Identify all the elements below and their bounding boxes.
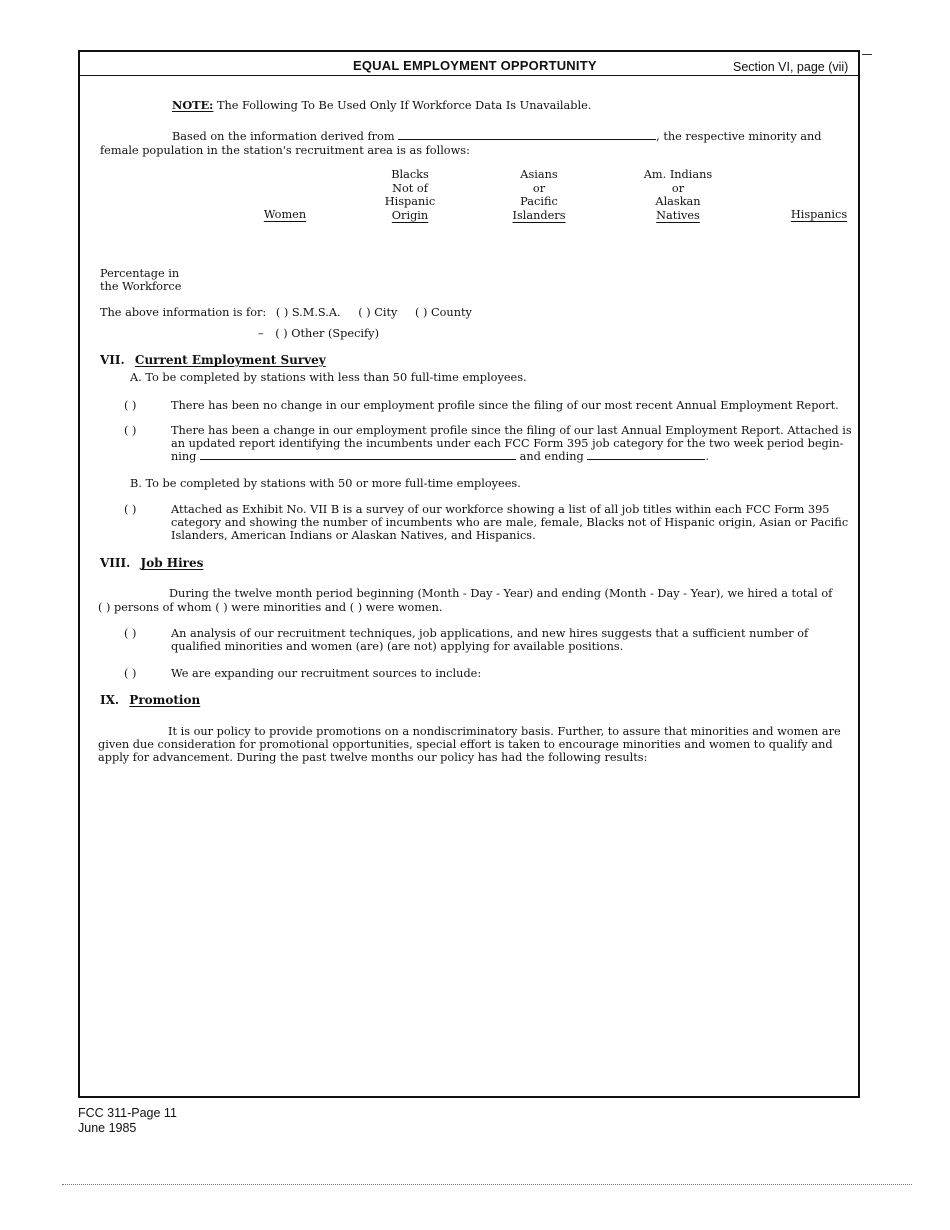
option-change-line (171, 450, 852, 463)
column-line: Hispanic (384, 195, 436, 208)
page-title: EQUAL EMPLOYMENT OPPORTUNITY (353, 58, 597, 73)
job-hires-line-1: During the twelve month period beginning (Month - Day - Year) and ending (Month - Day - Year), we hired a total of (169, 587, 833, 600)
checkbox-expanding[interactable]: ( ) (124, 667, 137, 680)
derived-line-1 (172, 130, 822, 143)
info-for-label: The above information is for: (100, 306, 267, 319)
derived-prefix: Based on the information derived from (172, 130, 395, 143)
scan-dotted-line (62, 1184, 912, 1186)
option-expanding: We are expanding our recruitment sources to include: (171, 667, 482, 680)
option-change-line: an updated report identifying the incumbents under each FCC Form 395 job category for the two week period begin- (171, 437, 844, 450)
column-asians (505, 168, 573, 222)
option-exhibit (171, 503, 848, 542)
note-label: NOTE: (172, 98, 214, 112)
header-divider (80, 75, 858, 76)
page-frame (78, 50, 860, 1098)
section-vii-a: A. To be completed by stations with less than 50 full-time employees. (130, 371, 527, 384)
period: . (705, 450, 709, 463)
option-smsa[interactable]: ( ) S.M.S.A. (275, 306, 341, 319)
percentage-label-line: the Workforce (100, 280, 182, 293)
checkbox-change[interactable]: ( ) (124, 424, 137, 437)
section-label: Section VI, page (vii) (733, 60, 849, 74)
column-line: Blacks (391, 168, 429, 181)
option-exhibit-line: Islanders, American Indians or Alaskan Natives, and Hispanics. (171, 529, 536, 542)
note-text: The Following To Be Used Only If Workforce Data Is Unavailable. (216, 99, 592, 112)
column-line: Natives (656, 208, 700, 222)
promotion-line-3: apply for advancement. During the past twelve months our policy has had the following results: (98, 751, 648, 764)
column-women (255, 208, 315, 222)
promotion-line-1: It is our policy to provide promotions on a nondiscriminatory basis. Further, to assure that minorities and women are (168, 725, 841, 738)
derived-line-2: female population in the station's recruitment area is as follows: (100, 144, 470, 157)
option-analysis-line: An analysis of our recruitment techniques, job applications, and new hires suggests that a sufficient number of (171, 627, 809, 640)
section-viii-heading (100, 556, 203, 570)
footer-date: June 1985 (78, 1121, 137, 1135)
section-number: IX. (100, 693, 120, 707)
checkbox-no-change[interactable]: ( ) (124, 399, 137, 412)
other-dash: – (258, 327, 264, 340)
option-city[interactable]: ( ) City (358, 306, 398, 319)
column-blacks (375, 168, 445, 222)
percentage-label-line: Percentage in (100, 267, 180, 280)
option-exhibit-line: Attached as Exhibit No. VII B is a survey of our workforce showing a list of all job titles within each FCC Form 395 (171, 503, 830, 516)
info-for-row (100, 306, 472, 319)
checkbox-analysis[interactable]: ( ) (124, 627, 137, 640)
scan-mark (862, 54, 872, 55)
option-other[interactable]: ( ) Other (Specify) (275, 327, 379, 340)
option-analysis-line: qualified minorities and women (are) (are not) applying for available positions. (171, 640, 624, 653)
source-input-line[interactable] (398, 139, 656, 140)
column-line: Islanders (512, 208, 566, 222)
option-exhibit-line: category and showing the number of incumbents who are male, female, Blacks not of Hispanic origin, Asian or Pacific (171, 516, 849, 529)
info-other-row (258, 327, 379, 340)
beginning-label: ning (171, 450, 197, 463)
option-change (171, 424, 852, 463)
note (172, 99, 591, 112)
column-am-indians (638, 168, 718, 222)
column-line: Not of (392, 181, 428, 195)
ending-date-line[interactable] (587, 459, 705, 460)
section-title: Job Hires (140, 556, 204, 570)
column-line: or (532, 181, 546, 195)
column-line: Am. Indians (643, 168, 713, 181)
column-line: Alaskan (655, 195, 701, 208)
checkbox-exhibit[interactable]: ( ) (124, 503, 137, 516)
beginning-date-line[interactable] (200, 459, 516, 460)
section-number: VII. (100, 353, 125, 367)
column-hispanics (788, 208, 850, 222)
footer-form: FCC 311-Page 11 (78, 1106, 177, 1120)
section-ix-heading (100, 693, 200, 707)
option-change-line: There has been a change in our employment profile since the filing of our last Annual Employment Report. Attached is (171, 424, 852, 437)
job-hires-line-2: ( ) persons of whom ( ) were minorities and ( ) were women. (98, 601, 443, 614)
percentage-label (100, 267, 181, 293)
section-vii-heading (100, 353, 326, 367)
section-title: Current Employment Survey (134, 353, 326, 367)
section-number: VIII. (100, 556, 131, 570)
derived-suffix: , the respective minority and (656, 130, 822, 143)
ending-label: and ending (519, 450, 584, 463)
column-women-label: Women (263, 208, 307, 221)
option-county[interactable]: ( ) County (414, 306, 472, 319)
column-line: Asians (520, 168, 558, 181)
column-hispanics-label: Hispanics (790, 208, 848, 221)
option-no-change: There has been no change in our employment profile since the filing of our most recent Annual Employment Report. (171, 399, 839, 412)
promotion-line-2: given due consideration for promotional opportunities, special effort is taken to encourage minorities and women to qualify and (98, 738, 833, 751)
section-vii-b: B. To be completed by stations with 50 or more full-time employees. (130, 477, 521, 490)
option-analysis (171, 627, 808, 653)
column-line: Pacific (520, 195, 558, 208)
column-line: Origin (391, 208, 429, 222)
column-line: or (671, 181, 685, 195)
footer (78, 1106, 177, 1136)
section-title: Promotion (129, 693, 201, 707)
